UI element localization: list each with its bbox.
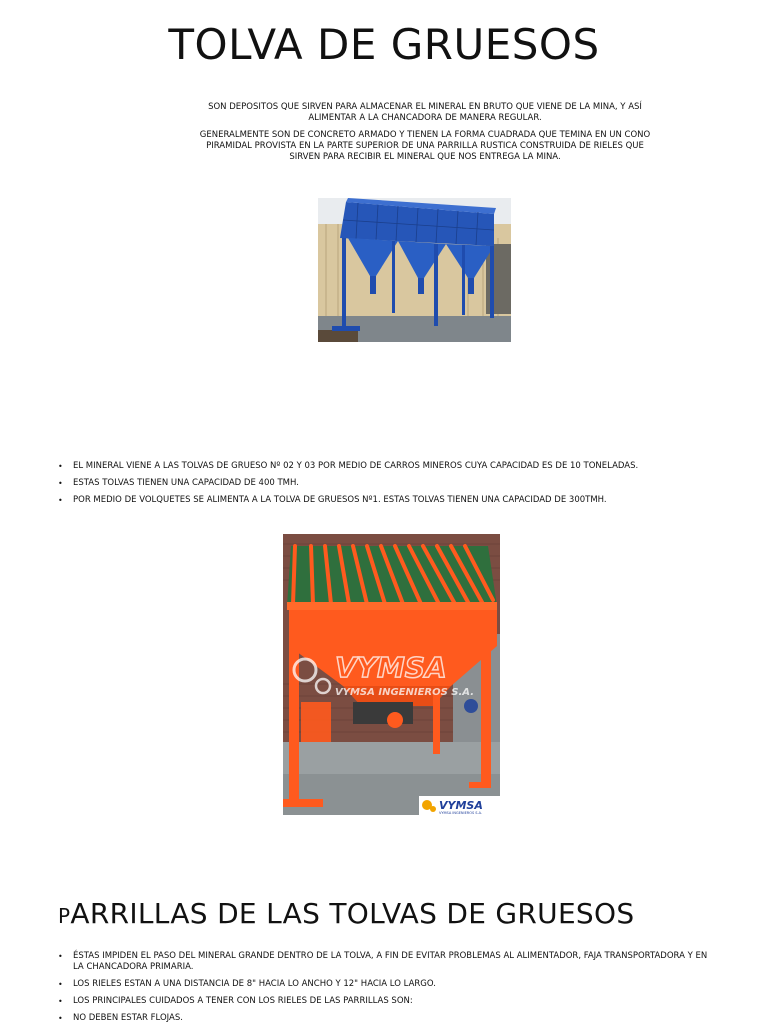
list-item: • LOS RIELES ESTAN A UNA DISTANCIA DE 8" HACIA LO ANCHO Y 12" HACIA LO LARGO. [56,979,716,990]
section-title-rest: ARRILLAS DE LAS TOLVAS DE GRUESOS [70,897,635,930]
corner-logo-text: VYMSA [439,799,483,812]
corner-logo-subtext: VYMSA INGENIEROS S.A. [439,811,483,815]
list-item: • POR MEDIO DE VOLQUETES SE ALIMENTA A LA TOLVA DE GRUESOS Nº1. ESTAS TOLVAS TIENEN UNA CAPACIDAD DE 300TMH. [56,495,736,506]
list-item: • ESTAS TOLVAS TIENEN UNA CAPACIDAD DE 400 TMH. [56,478,736,489]
intro-paragraph: SON DEPOSITOS QUE SIRVEN PARA ALMACENAR EL MINERAL EN BRUTO QUE VIENE DE LA MINA, Y ASÍ ALIMENTAR A LA CHANCADORA DE MANERA REGULAR. [208,102,642,123]
intro-paragraph: GENERALMENTE SON DE CONCRETO ARMADO Y TIENEN LA FORMA CUADRADA QUE TEMINA EN UN CONO PIRAMIDAL PROVISTA EN LA PARTE SUPERIOR DE UNA PARRILLA RUSTICA CONSTRUIDA DE RIELES QUE SIRVEN PARA RECIBIR EL MINERAL QUE NOS ENTREGA LA MINA. [199,130,651,162]
blue-hopper-photo [318,198,511,342]
intro-text [190,102,660,169]
list-item: • NO DEBEN ESTAR FLOJAS. [56,1013,716,1024]
watermark-subtext: VYMSA INGENIEROS S.A. [335,687,475,698]
list-item: • EL MINERAL VIENE A LAS TOLVAS DE GRUESO Nº 02 Y 03 POR MEDIO DE CARROS MINEROS CUYA CAPACIDAD ES DE 10 TONELADAS. [56,461,736,472]
list-item: • LOS PRINCIPALES CUIDADOS A TENER CON LOS RIELES DE LAS PARRILLAS SON: [56,996,716,1007]
feed-info-list [56,461,736,512]
section-title-cap: P [58,904,71,928]
page-title: TOLVA DE GRUESOS [168,20,600,69]
section-title [58,897,634,930]
watermark-text: VYMSA [335,651,447,684]
list-item: • ÉSTAS IMPIDEN EL PASO DEL MINERAL GRANDE DENTRO DE LA TOLVA, A FIN DE EVITAR PROBLEMAS AL ALIMENTADOR, FAJA TRANSPORTADORA Y EN LA CHANCADORA PRIMARIA. [56,951,716,973]
orange-hopper-photo [283,534,500,815]
grizzly-info-list [56,951,716,1030]
